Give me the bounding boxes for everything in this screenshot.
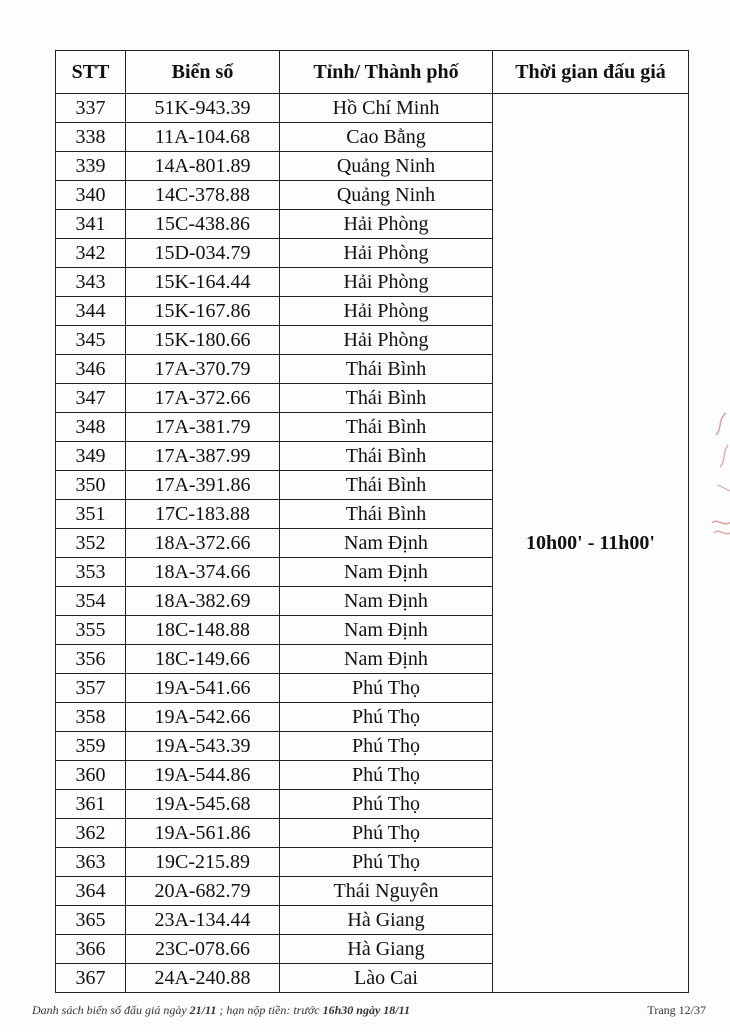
row-stt: 339 [56, 152, 126, 181]
row-province: Thái Bình [280, 355, 493, 384]
row-stt: 353 [56, 558, 126, 587]
header-plate: Biển số [126, 51, 280, 94]
row-province: Hải Phòng [280, 210, 493, 239]
row-stt: 347 [56, 384, 126, 413]
row-stt: 364 [56, 877, 126, 906]
row-plate: 17A-372.66 [126, 384, 280, 413]
row-stt: 367 [56, 964, 126, 993]
row-stt: 362 [56, 819, 126, 848]
row-plate: 17A-391.86 [126, 471, 280, 500]
footer-prefix: Danh sách biển số đấu giá ngày [32, 1003, 190, 1017]
row-plate: 23A-134.44 [126, 906, 280, 935]
row-plate: 14A-801.89 [126, 152, 280, 181]
row-plate: 18A-374.66 [126, 558, 280, 587]
row-plate: 18C-148.88 [126, 616, 280, 645]
row-plate: 15K-167.86 [126, 297, 280, 326]
table-body [56, 94, 689, 993]
row-stt: 346 [56, 355, 126, 384]
row-stt: 340 [56, 181, 126, 210]
row-stt: 360 [56, 761, 126, 790]
table-header-row [56, 51, 689, 94]
row-stt: 338 [56, 123, 126, 152]
row-stt: 348 [56, 413, 126, 442]
row-province: Nam Định [280, 529, 493, 558]
row-province: Hà Giang [280, 935, 493, 964]
row-plate: 19C-215.89 [126, 848, 280, 877]
row-plate: 24A-240.88 [126, 964, 280, 993]
row-stt: 355 [56, 616, 126, 645]
footer-note [32, 1003, 410, 1018]
row-stt: 344 [56, 297, 126, 326]
row-province: Phú Thọ [280, 848, 493, 877]
row-province: Phú Thọ [280, 732, 493, 761]
row-province: Phú Thọ [280, 761, 493, 790]
row-province: Hà Giang [280, 906, 493, 935]
header-auction-time: Thời gian đấu giá [493, 51, 689, 94]
row-province: Hải Phòng [280, 326, 493, 355]
row-stt: 363 [56, 848, 126, 877]
row-stt: 351 [56, 500, 126, 529]
row-plate: 19A-544.86 [126, 761, 280, 790]
row-stt: 345 [56, 326, 126, 355]
row-plate: 15K-164.44 [126, 268, 280, 297]
row-province: Thái Bình [280, 471, 493, 500]
row-plate: 15C-438.86 [126, 210, 280, 239]
row-plate: 19A-543.39 [126, 732, 280, 761]
row-province: Lào Cai [280, 964, 493, 993]
row-stt: 341 [56, 210, 126, 239]
row-province: Nam Định [280, 616, 493, 645]
row-province: Hải Phòng [280, 239, 493, 268]
row-province: Thái Bình [280, 413, 493, 442]
footer-mid: ; hạn nộp tiền: trước [216, 1003, 323, 1017]
row-stt: 354 [56, 587, 126, 616]
row-stt: 358 [56, 703, 126, 732]
row-province: Phú Thọ [280, 819, 493, 848]
row-province: Thái Bình [280, 384, 493, 413]
table-row [56, 94, 689, 123]
header-province: Tỉnh/ Thành phố [280, 51, 493, 94]
header-stt: STT [56, 51, 126, 94]
row-plate: 51K-943.39 [126, 94, 280, 123]
row-province: Hồ Chí Minh [280, 94, 493, 123]
footer-deadline: 16h30 ngày 18/11 [322, 1003, 410, 1017]
row-stt: 356 [56, 645, 126, 674]
row-stt: 342 [56, 239, 126, 268]
row-stt: 361 [56, 790, 126, 819]
row-stt: 357 [56, 674, 126, 703]
row-plate: 17A-387.99 [126, 442, 280, 471]
row-province: Hải Phòng [280, 268, 493, 297]
row-plate: 17C-183.88 [126, 500, 280, 529]
row-plate: 19A-541.66 [126, 674, 280, 703]
row-stt: 365 [56, 906, 126, 935]
row-plate: 19A-561.86 [126, 819, 280, 848]
row-province: Thái Bình [280, 500, 493, 529]
row-province: Cao Bằng [280, 123, 493, 152]
row-province: Quảng Ninh [280, 181, 493, 210]
row-plate: 19A-542.66 [126, 703, 280, 732]
row-stt: 359 [56, 732, 126, 761]
row-province: Phú Thọ [280, 674, 493, 703]
row-province: Thái Nguyên [280, 877, 493, 906]
row-province: Nam Định [280, 645, 493, 674]
row-stt: 352 [56, 529, 126, 558]
row-plate: 19A-545.68 [126, 790, 280, 819]
row-stt: 350 [56, 471, 126, 500]
auction-time-cell: 10h00' - 11h00' [493, 94, 689, 993]
row-plate: 15K-180.66 [126, 326, 280, 355]
row-plate: 14C-378.88 [126, 181, 280, 210]
row-province: Phú Thọ [280, 703, 493, 732]
page-number: Trang 12/37 [647, 1003, 706, 1017]
row-plate: 20A-682.79 [126, 877, 280, 906]
row-province: Phú Thọ [280, 790, 493, 819]
row-province: Nam Định [280, 558, 493, 587]
footer-date: 21/11 [189, 1003, 217, 1017]
row-province: Nam Định [280, 587, 493, 616]
row-province: Thái Bình [280, 442, 493, 471]
row-plate: 15D-034.79 [126, 239, 280, 268]
row-province: Quảng Ninh [280, 152, 493, 181]
row-plate: 18A-382.69 [126, 587, 280, 616]
row-province: Hải Phòng [280, 297, 493, 326]
row-stt: 343 [56, 268, 126, 297]
stamp-mark [708, 405, 730, 545]
row-plate: 17A-381.79 [126, 413, 280, 442]
row-stt: 349 [56, 442, 126, 471]
row-plate: 23C-078.66 [126, 935, 280, 964]
license-plate-table [55, 50, 689, 993]
row-plate: 11A-104.68 [126, 123, 280, 152]
row-plate: 17A-370.79 [126, 355, 280, 384]
row-plate: 18A-372.66 [126, 529, 280, 558]
row-plate: 18C-149.66 [126, 645, 280, 674]
row-stt: 337 [56, 94, 126, 123]
row-stt: 366 [56, 935, 126, 964]
